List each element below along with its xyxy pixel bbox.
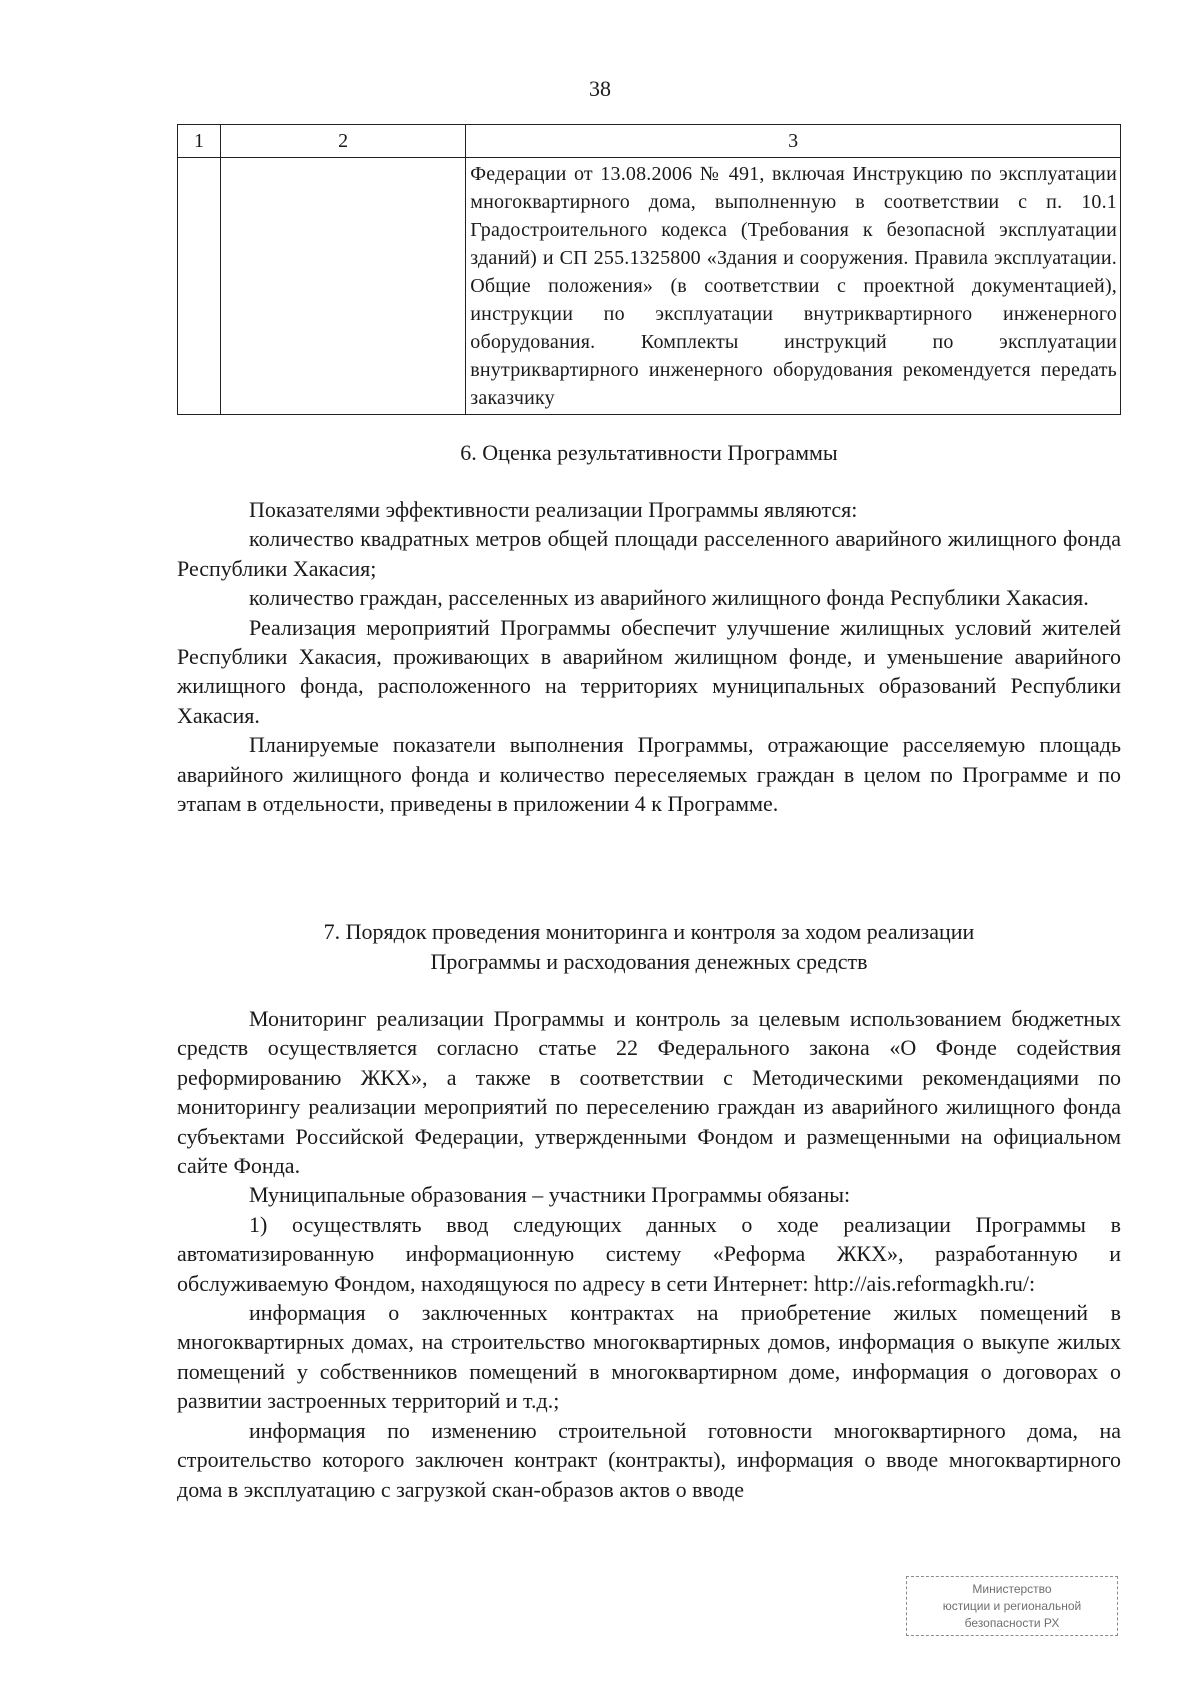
stamp-line: Министерство — [972, 1582, 1052, 1596]
section-6-heading: 6. Оценка результативности Программы — [460, 440, 838, 465]
table-cell — [220, 158, 465, 415]
section-6-body — [177, 495, 1121, 818]
paragraph: информация о заключенных контрактах на приобретение жилых помещений в многоквартирных домах, на строительство многоквартирных домов, информация о выкупе жилых помещений у собственников помещений в многоквартирном доме, информация о договорах о развитии застроенных территорий и т.д.; — [177, 1300, 1121, 1414]
ministry-stamp — [906, 1576, 1118, 1636]
table-row — [178, 158, 1121, 415]
paragraph: Планируемые показатели выполнения Программы, отражающие расселяемую площадь аварийного жилищного фонда и количество переселяемых граждан в целом по Программе и по этапам в отдельности, приведены в приложении 4 к Программе. — [177, 732, 1121, 817]
table-header-cell: 3 — [466, 125, 1121, 158]
table-header-cell: 1 — [178, 125, 221, 158]
section-7-body — [177, 1004, 1121, 1504]
paragraph: Показателями эффективности реализации Программы являются: — [249, 497, 858, 522]
table-header-row — [178, 125, 1121, 158]
continuation-table — [177, 124, 1121, 415]
table-header-cell: 2 — [220, 125, 465, 158]
section-7-heading-line-1: 7. Порядок проведения мониторинга и контроля за ходом реализации — [323, 919, 975, 944]
table-cell — [178, 158, 221, 415]
section-7-heading-line-2: Программы и расходования денежных средств — [430, 949, 868, 974]
stamp-line: юстиции и региональной — [942, 1599, 1082, 1613]
table-cell — [466, 158, 1121, 415]
paragraph: 1) осуществлять ввод следующих данных о ходе реализации Программы в автоматизированную информационную систему «Реформа ЖКХ», разработанную и обслуживаемую Фондом, находящуюся по адресу в сети Интернет: http://ais.reformagkh.ru/: — [177, 1211, 1121, 1296]
table-cell-text: Федерации от 13.08.2006 № 491, включая Инструкцию по эксплуатации многоквартирного дома, выполненную в соответствии с п. 10.1 Градостроительного кодекса (Требования к безопасной эксплуатации зданий) и СП 255.1325800 «Здания и сооружения. Правила эксплуатации. Общие положения» (в соответствии с проектной документацией), инструкции по эксплуатации внутриквартирного инженерного оборудования. Комплекты инструкций по эксплуатации внутриквартирного инженерного оборудования рекомендуется передать заказчику — [470, 163, 1117, 409]
paragraph: информация по изменению строительной готовности многоквартирного дома, на строительство которого заключен контракт (контракты), информация о вводе многоквартирного дома в эксплуатацию с загрузкой скан-образов актов о вводе — [177, 1417, 1121, 1502]
paragraph: Реализация мероприятий Программы обеспечит улучшение жилищных условий жителей Республики Хакасия, проживающих в аварийном жилищном фонде, и уменьшение аварийного жилищного фонда, расположенного на территориях муниципальных образований Республики Хакасия. — [177, 614, 1121, 728]
paragraph: количество граждан, расселенных из аварийного жилищного фонда Республики Хакасия. — [249, 585, 1089, 611]
paragraph: Мониторинг реализации Программы и контроль за целевым использованием бюджетных средств осуществляется согласно статье 22 Федерального закона «О Фонде содействия реформированию ЖКХ», а также в соответствии с Методическими рекомендациями по мониторингу реализации мероприятий по переселению граждан из аварийного жилищного фонда субъектами Российской Федерации, утвержденными Фондом и размещенными на официальном сайте Фонда. — [177, 1006, 1121, 1179]
paragraph: количество квадратных метров общей площади расселенного аварийного жилищного фонда Республики Хакасия; — [177, 526, 1121, 581]
page-number: 38 — [589, 76, 611, 101]
paragraph: Муниципальные образования – участники Программы обязаны: — [249, 1182, 851, 1208]
stamp-line: безопасности РХ — [964, 1616, 1060, 1630]
